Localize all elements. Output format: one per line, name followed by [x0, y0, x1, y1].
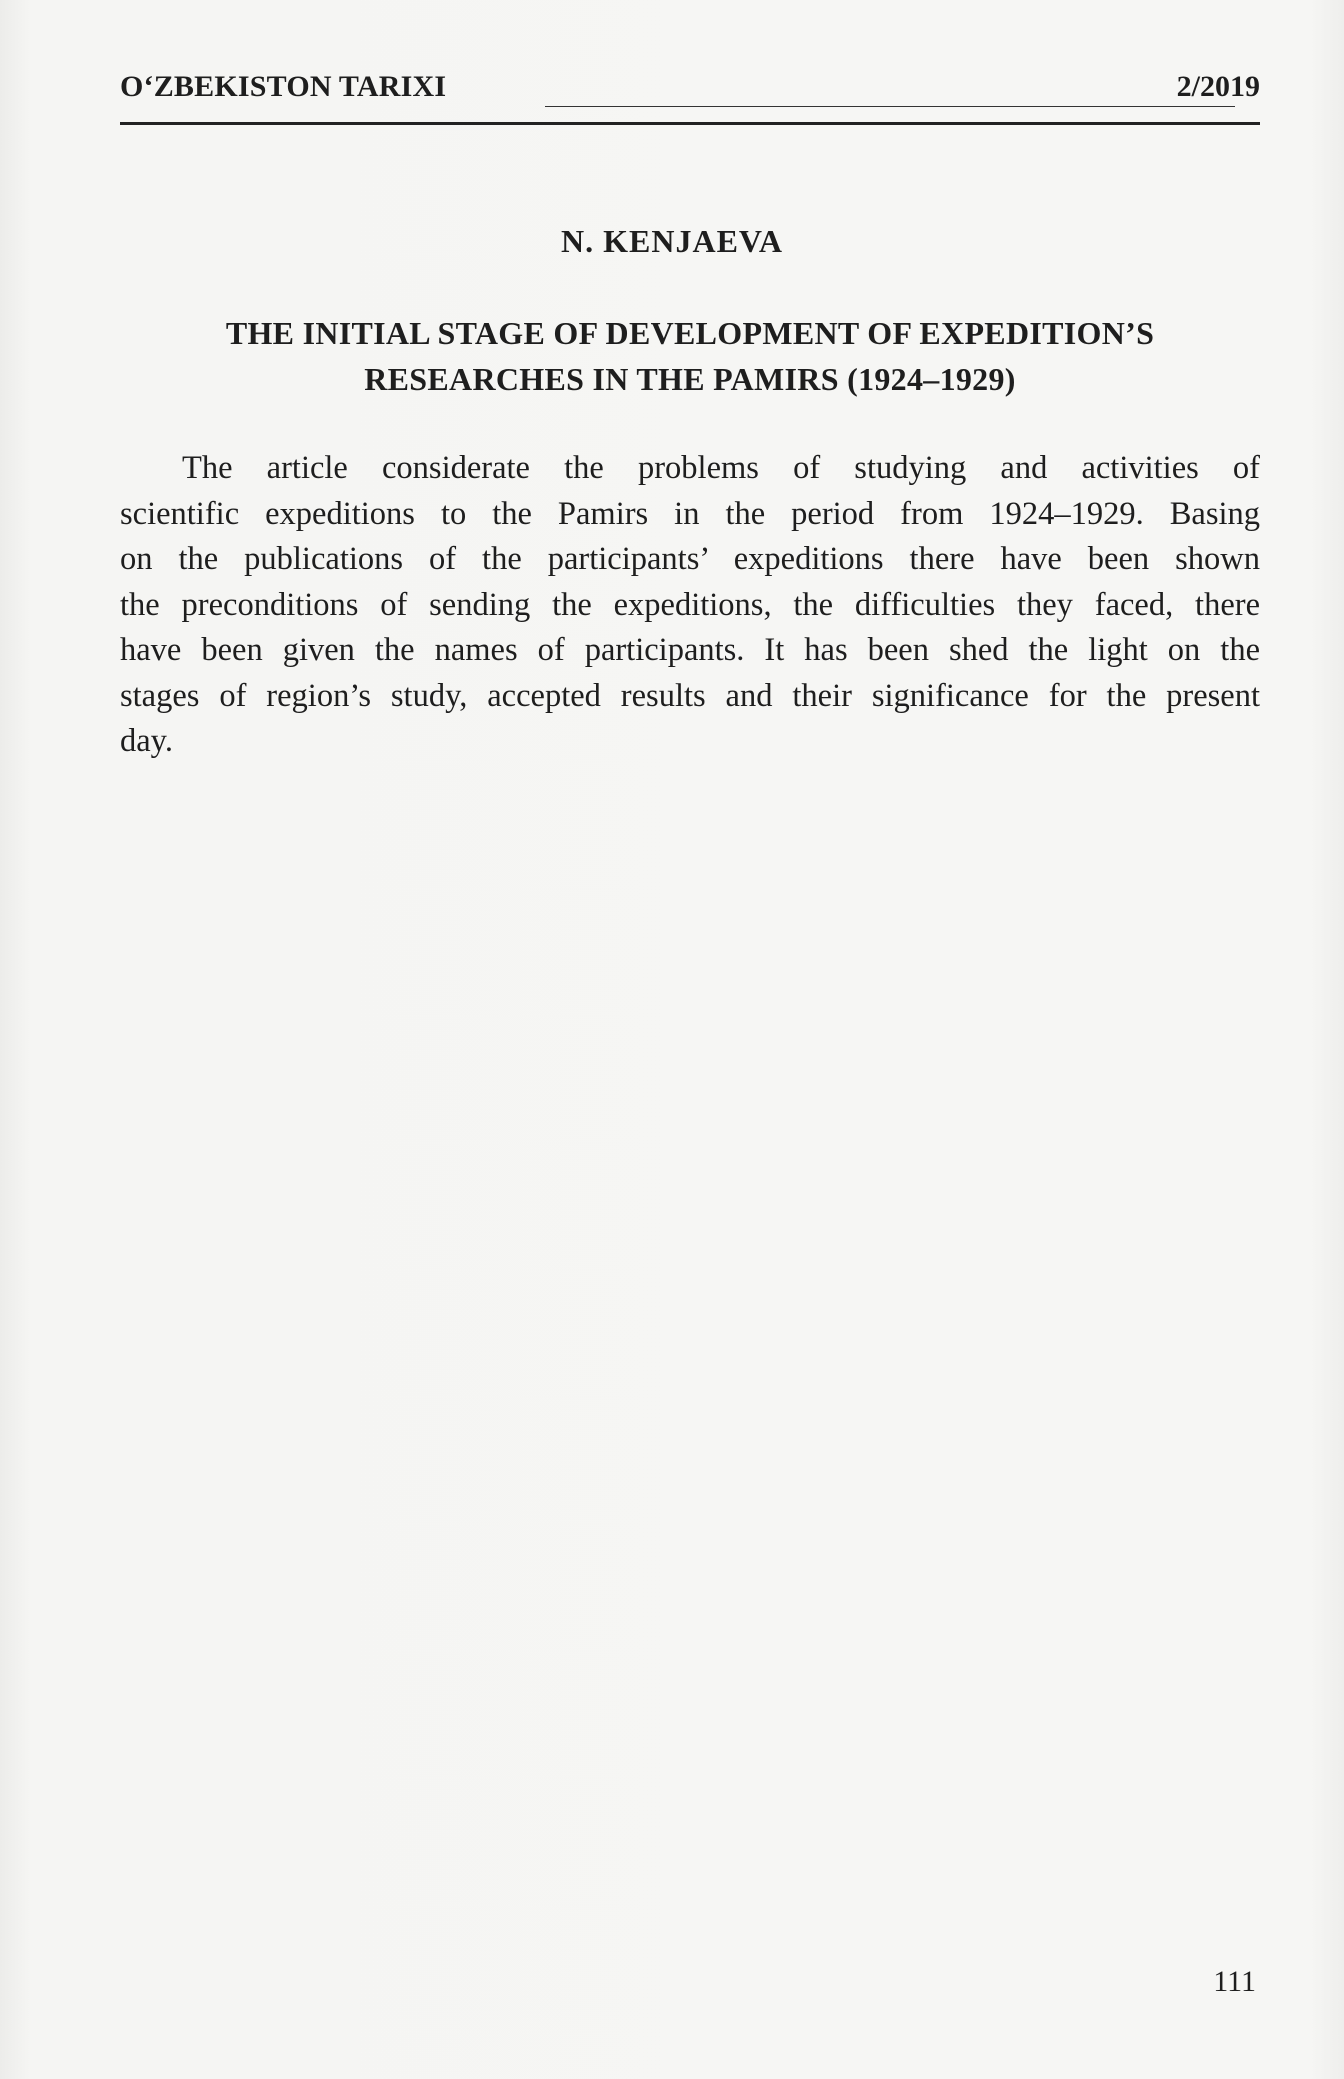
article-title [120, 310, 1260, 402]
title-line: RESEARCHES IN THE PAMIRS (1924–1929) [364, 361, 1016, 397]
abstract-line: day. [120, 723, 173, 759]
header-rule [545, 106, 1235, 107]
abstract-line: have been given the names of participants. It has been shed the light on the [120, 632, 1260, 668]
page-number: 111 [1213, 1965, 1256, 1998]
author-name: N. KENJAEVA [561, 223, 783, 259]
journal-name: O‘ZBEKISTON TARIXI [120, 70, 447, 103]
abstract-line: scientific expeditions to the Pamirs in the period from 1924–1929. Basing [120, 495, 1260, 532]
title-line: THE INITIAL STAGE OF DEVELOPMENT OF EXPEDITION’S [225, 315, 1155, 351]
abstract-line: stages of region’s study, accepted results and their significance for the present [120, 677, 1260, 714]
abstract-line: on the publications of the participants’ expeditions there have been shown [120, 541, 1260, 577]
issue-number: 2/2019 [1176, 70, 1260, 103]
running-header [120, 70, 1260, 125]
abstract-line: The article considerate the problems of studying and activities of [182, 450, 1260, 486]
abstract-line: the preconditions of sending the expeditions, the difficulties they faced, there [120, 586, 1260, 623]
abstract-paragraph [120, 446, 1260, 765]
